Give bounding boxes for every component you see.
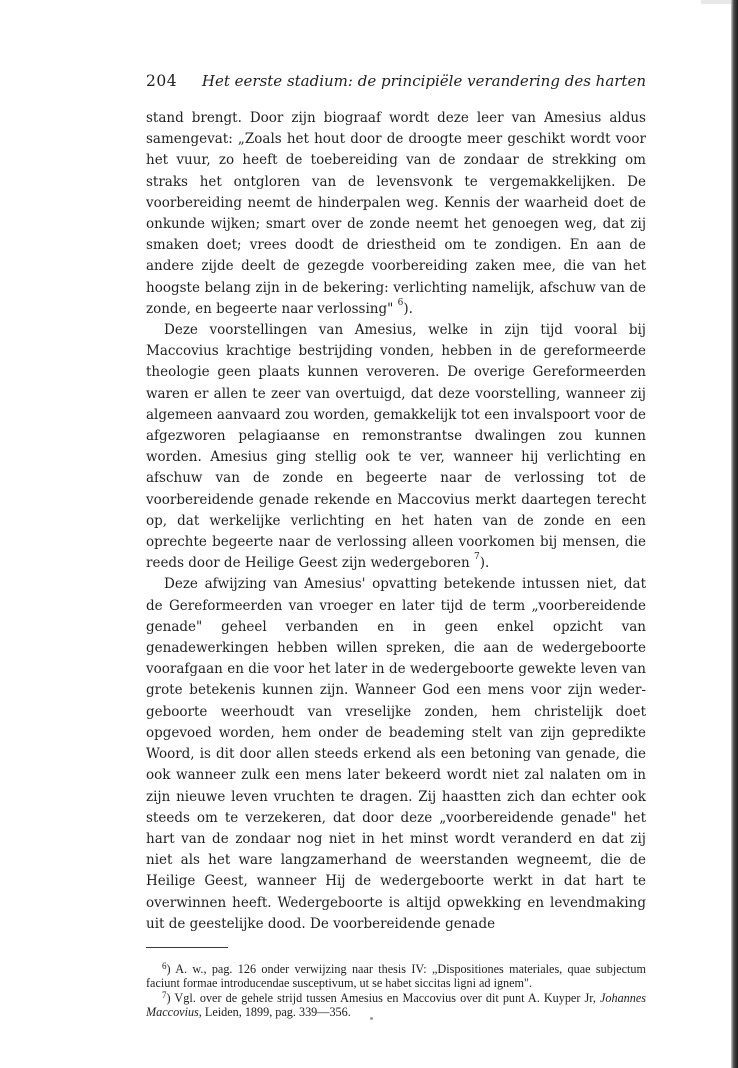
- footnote-ref-6: 6: [397, 297, 404, 308]
- footnote-6: [146, 962, 646, 991]
- running-title: Het eerste stadium: de principiële verandering des harten: [201, 72, 646, 90]
- footnote-7-number: 7: [162, 989, 167, 1000]
- page-corner: [701, 0, 731, 4]
- paragraph-2-text: Deze voorstellingen van Amesius, welke in zijn tijd vooral bij Maccovius krachtige bestrijding vonden, hebben in de gereformeerde theologie geen plaats kunnen veroveren. De overige Gereformeerden waren er allen te zeer van overtuigd, dat deze voorstelling, wanneer zij algemeen aanvaard zou worden, gemakkelijk tot een invalspoort voor de afgezworen pelagiaanse en remonstrantse dwalingen zou kunnen worden. Amesius ging stellig ook te ver, wanneer hij verlichting en afschuw van de zonde en begeerte naar de verlossing tot de voorbereidende genade rekende en Maccovius merkt daartegen terecht op, dat werkelijke verlichting en het haten van de zonde en een oprechte begeerte naar de verlossing alleen voorkomen bij mensen, die reeds door de Heilige Geest zijn wedergeboren: [146, 322, 646, 572]
- footnote-7-text-end: , Leiden, 1899, pag. 339—356.: [198, 1005, 351, 1020]
- running-header: [146, 72, 646, 96]
- paragraph-1-text: stand brengt. Door zijn biograaf wordt deze leer van Amesius aldus samengevat: „Zoals het hout door de droogte meer geschikt wordt voor het vuur, zo heeft de toebereiding van de zondaar de strekking om straks het ontgloren van de levensvonk te vergemakkelijken. De voorbereiding neemt de hinderpalen weg. Kennis der waarheid doet de onkunde wijken; smart over de zonde neemt het genoegen weg, dat zij smaken doet; vrees doodt de driestheid om te zondigen. En aan de andere zijde deelt de gezegde voorbereiding zaken mee, die van het hoogste belang zijn in de bekering: verlichting namelijk, afschuw van de zonde, en begeerte naar verlossing": [146, 110, 646, 317]
- footnote-7-text: ) Vgl. over de gehele strijd tussen Amesius en Maccovius over dit punt A. Kuyper Jr,: [166, 990, 600, 1005]
- main-text: [146, 108, 646, 935]
- footnote-ref-7: 7: [473, 552, 480, 563]
- page-number: 204: [146, 72, 178, 90]
- paragraph-3: Deze afwijzing van Amesius' opvatting betekende intussen niet, dat de Gereformeerden van vroeger en later tijd de term „voorbereidende genade" geheel verbanden en in geen enkel opzicht van genadewerkingen hebben willen spreken, die aan de wedergeboorte voorafgaan en die voor het later in de wedergeboorte gewekte leven van grote betekenis kunnen zijn. Wanneer God een mens voor zijn wedergeboorte weerhoudt van vreselijke zonden, hem christelijk doet opgevoed worden, hem onder de beademing stelt van zijn gepredikte Woord, is dit door allen steeds erkend als een betoning van genade, die ook wanneer zulk een mens later bekeerd wordt niet zal nalaten om in zijn nieuwe leven vruchten te dragen. Zij haastten zich dan echter ook steeds om te verzekeren, dat door deze „voorbereidende genade" het hart van de zondaar nog niet in het minst wordt veranderd en dat zij niet als het ware langzamerhand de weerstanden wegneemt, die de Heilige Geest, wanneer Hij de wedergeboorte werkt in dat hart te overwinnen heeft. Wedergeboorte is altijd opwekking en levendmaking uit de geestelijke dood. De voorbereidende genade: [146, 576, 646, 932]
- footnote-7: [146, 991, 646, 1020]
- footnote-6-text: ) A. w., pag. 126 onder verwijzing naar thesis IV: „Dispositiones materiales, quae subjectum faciunt formae introducendae susceptivum, ut se habet siccitas ligni ad ignem".: [146, 961, 646, 991]
- footnote-6-number: 6: [162, 960, 167, 971]
- book-page: [146, 72, 646, 1020]
- page-edge-shadow: [731, 0, 738, 1068]
- paper-speck: [370, 1017, 373, 1020]
- paragraph-2: [146, 320, 646, 574]
- footnote-7-book-title: Johannes Maccovius: [146, 990, 646, 1020]
- footnotes: [146, 962, 646, 1020]
- footnote-rule: [146, 947, 228, 948]
- paragraph-1-tail: ).: [403, 300, 413, 317]
- paragraph-2-tail: ).: [479, 555, 490, 572]
- paragraph-1: [146, 108, 646, 320]
